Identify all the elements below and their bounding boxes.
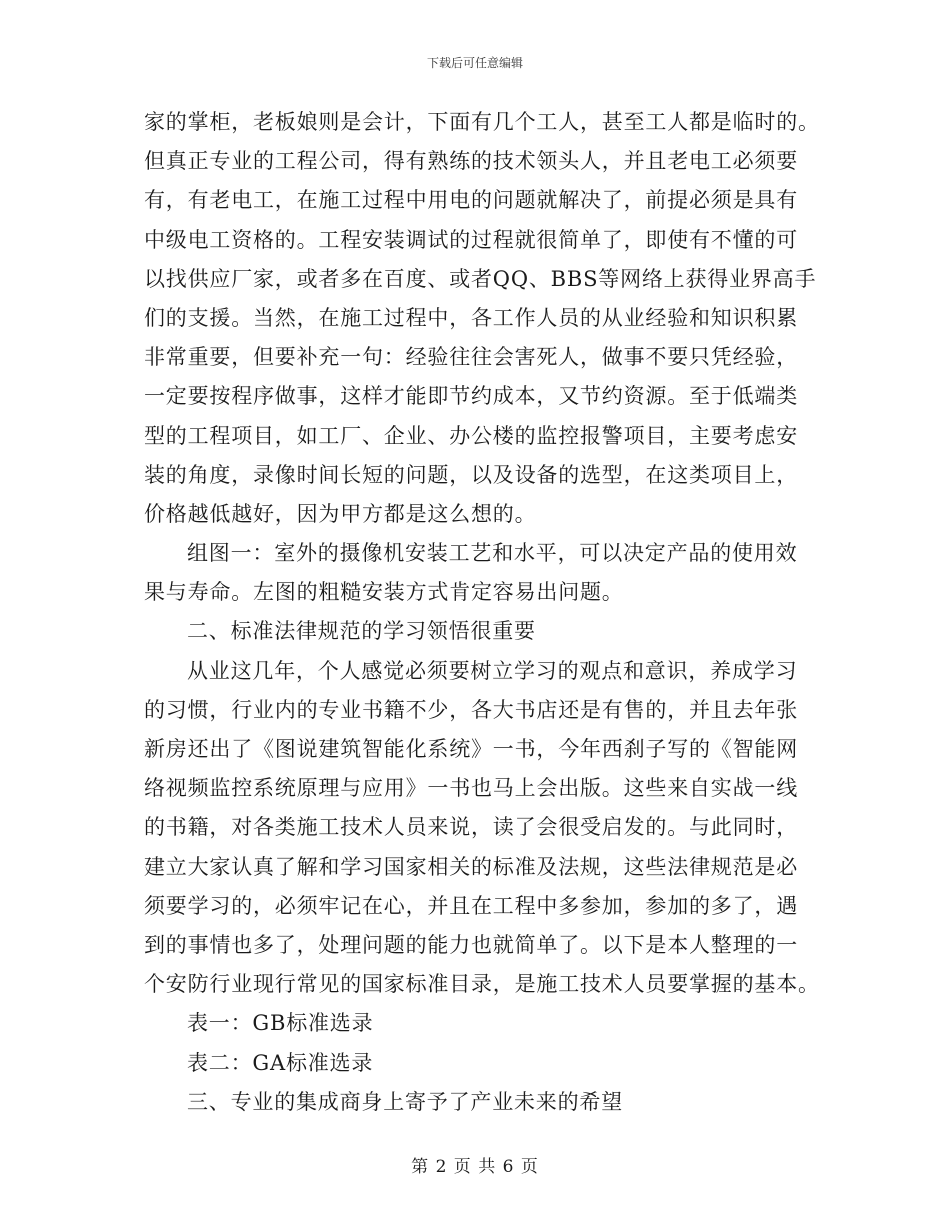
document-body [144, 103, 820, 1122]
body-line: 组图一：室外的摄像机安装工艺和水平，可以决定产品的使用效 [187, 541, 798, 566]
body-line: 型的工程项目，如工厂、企业、办公楼的监控报警项目，主要考虑安 [144, 423, 798, 448]
body-line: 们的支援。当然，在施工过程中，各工作人员的从业经验和知识积累 [144, 305, 798, 330]
body-line: 中级电工资格的。工程安装调试的过程就很简单了，即使有不懂的可 [144, 227, 798, 252]
page-header: 下载后可任意编辑 [426, 56, 523, 70]
body-line: 非常重要，但要补充一句：经验往往会害死人，做事不要只凭经验， [144, 345, 798, 370]
body-line: 价格越低越好，因为甲方都是这么想的。 [144, 501, 537, 526]
body-line: 的习惯，行业内的专业书籍不少，各大书店还是有售的，并且去年张 [144, 697, 798, 722]
body-line: 有，有老电工，在施工过程中用电的问题就解决了，前提必须是具有 [144, 188, 798, 213]
body-line: 建立大家认真了解和学习国家相关的标准及法规，这些法律规范是必 [144, 854, 798, 879]
body-line: 从业这几年，个人感觉必须要树立学习的观点和意识，养成学习 [187, 658, 798, 683]
table-caption: 表二：GA标准选录 [187, 1050, 374, 1075]
body-line: 到的事情也多了，处理问题的能力也就简单了。以下是本人整理的一 [144, 932, 798, 957]
body-line: 装的角度，录像时间长短的问题，以及设备的选型，在这类项目上， [144, 462, 798, 487]
body-line: 的书籍，对各类施工技术人员来说，读了会很受启发的。与此同时， [144, 815, 798, 840]
body-line: 个安防行业现行常见的国家标准目录，是施工技术人员要掌握的基本。 [144, 972, 820, 997]
page-number: 第 2 页 共 6 页 [411, 1157, 539, 1177]
body-line: 果与寿命。左图的粗糙安装方式肯定容易出问题。 [144, 580, 624, 605]
section-heading: 三、专业的集成商身上寄予了产业未来的希望 [187, 1089, 623, 1114]
table-caption: 表一：GB标准选录 [187, 1011, 374, 1036]
body-line: 须要学习的，必须牢记在心，并且在工程中多参加，参加的多了，遇 [144, 893, 798, 918]
body-line: 但真正专业的工程公司，得有熟练的技术领头人，并且老电工必须要 [144, 149, 798, 174]
body-line: 以找供应厂家，或者多在百度、或者QQ、BBS等网络上获得业界高手 [144, 266, 817, 291]
body-line: 一定要按程序做事，这样才能即节约成本，又节约资源。至于低端类 [144, 384, 798, 409]
section-heading: 二、标准法律规范的学习领悟很重要 [187, 619, 536, 644]
body-line: 家的掌柜，老板娘则是会计，下面有几个工人，甚至工人都是临时的。 [144, 110, 820, 134]
body-line: 新房还出了《图说建筑智能化系统》一书，今年西刹子写的《智能网 [144, 737, 798, 761]
body-line: 络视频监控系统原理与应用》一书也马上会出版。这些来自实战一线 [144, 776, 798, 801]
